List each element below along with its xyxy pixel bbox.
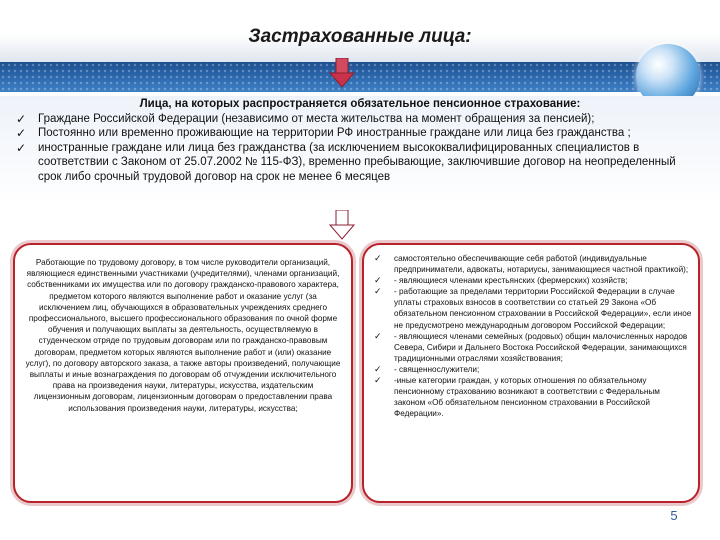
check-icon: ✓	[374, 275, 382, 286]
list-item-text: самостоятельно обеспечивающие себя работой (индивидуальные предприниматели, адвокаты, нотариусы, занимающиеся частной практикой);	[394, 254, 689, 275]
slide-number: 5	[670, 508, 678, 523]
list-item-text: Граждане Российской Федерации (независимо от места жительства на момент обращения за пенсией);	[38, 113, 595, 125]
list-item-text: Постоянно или временно проживающие на территории РФ иностранные граждане или лица без гражданства ;	[38, 127, 631, 140]
check-icon: ✓	[374, 330, 382, 341]
list-item	[372, 275, 692, 286]
list-item	[372, 253, 692, 275]
list-item-text: - являющиеся членами семейных (родовых) общин малочисленных народов Севера, Сибири и Дальнего Востока Российской Федерации, занимающихся традиционными отраслями хозяйствования;	[394, 331, 688, 363]
check-icon: ✓	[374, 253, 382, 263]
list-item-text: - работающие за пределами территории Российской Федерации в случае уплаты страховых взносов в соответствии со статьей 29 Закона «Об обязательном пенсионном страховании в Российской Федерации», если иное не предусмотрено международным договором Российской Федерации;	[394, 287, 692, 330]
check-icon: ✓	[374, 363, 382, 374]
check-icon: ✓	[16, 140, 27, 155]
band-pattern	[0, 62, 720, 92]
employees-text: Работающие по трудовому договору, в том числе руководители организаций, являющиеся единственными участниками (учредителями), членами организаций, собственниками их имущества или по договору гражданско-правового характера, предметом которого являются выполнение работ и оказание услуг (за исключением лиц, обучающихся в образовательных учреждениях среднего профессионального, высшего профессионального образования по очной форме обучения и получающих выплаты за деятельность, осуществляемую в студенческом отряде по трудовым договорам или по гражданско-правовым договорам, предметом которых являются выполнение работ и (или) оказание услуг), по договору авторского заказа, а также авторы произведений, получающие выплаты и иные вознаграждения по договорам об отчуждении исключительного права на произведения науки, литературы, искусства, издательским лицензионным договорам, лицензионным договорам о предоставлении права использования произведения науки, литературы, искусства;	[25, 258, 341, 413]
list-item	[372, 375, 692, 419]
header-band	[0, 62, 720, 92]
check-icon: ✓	[16, 112, 27, 126]
list-item-text: - являющиеся членами крестьянских (фермерских) хозяйств;	[394, 276, 628, 286]
slide-title: Застрахованные лица:	[248, 26, 472, 47]
list-item	[372, 364, 692, 375]
check-icon: ✓	[16, 126, 27, 141]
self-employed-list	[372, 253, 692, 419]
check-icon: ✓	[374, 286, 382, 297]
list-item	[372, 331, 692, 364]
list-item-text: - священнослужители;	[394, 364, 480, 374]
list-item	[12, 126, 702, 140]
down-arrow-icon	[329, 58, 355, 88]
intro-list	[12, 112, 702, 184]
self-employed-box	[362, 243, 700, 503]
check-icon: ✓	[374, 375, 382, 386]
list-item	[12, 141, 702, 184]
list-item-text: иностранные граждане или лица без гражданства (за исключением высококвалифицированных специалистов в соответствии с Законом от 25.07.2002 № 115-ФЗ), временно пребывающие, заключившие договор на неопределенный срок либо срочный трудовой договор на срок не менее 6 месяцев	[38, 141, 676, 183]
list-item-text: -иные категории граждан, у которых отношения по обязательному пенсионному страхованию возникают в соответствии с Федеральным законом «Об обязательном пенсионном страховании в Российской Федерации».	[394, 376, 660, 419]
list-item	[372, 286, 692, 330]
down-arrow-icon	[329, 210, 355, 240]
employees-box	[13, 243, 353, 503]
intro-heading: Лица, на которых распространяется обязательное пенсионное страхование:	[139, 98, 581, 110]
list-item	[12, 112, 702, 126]
